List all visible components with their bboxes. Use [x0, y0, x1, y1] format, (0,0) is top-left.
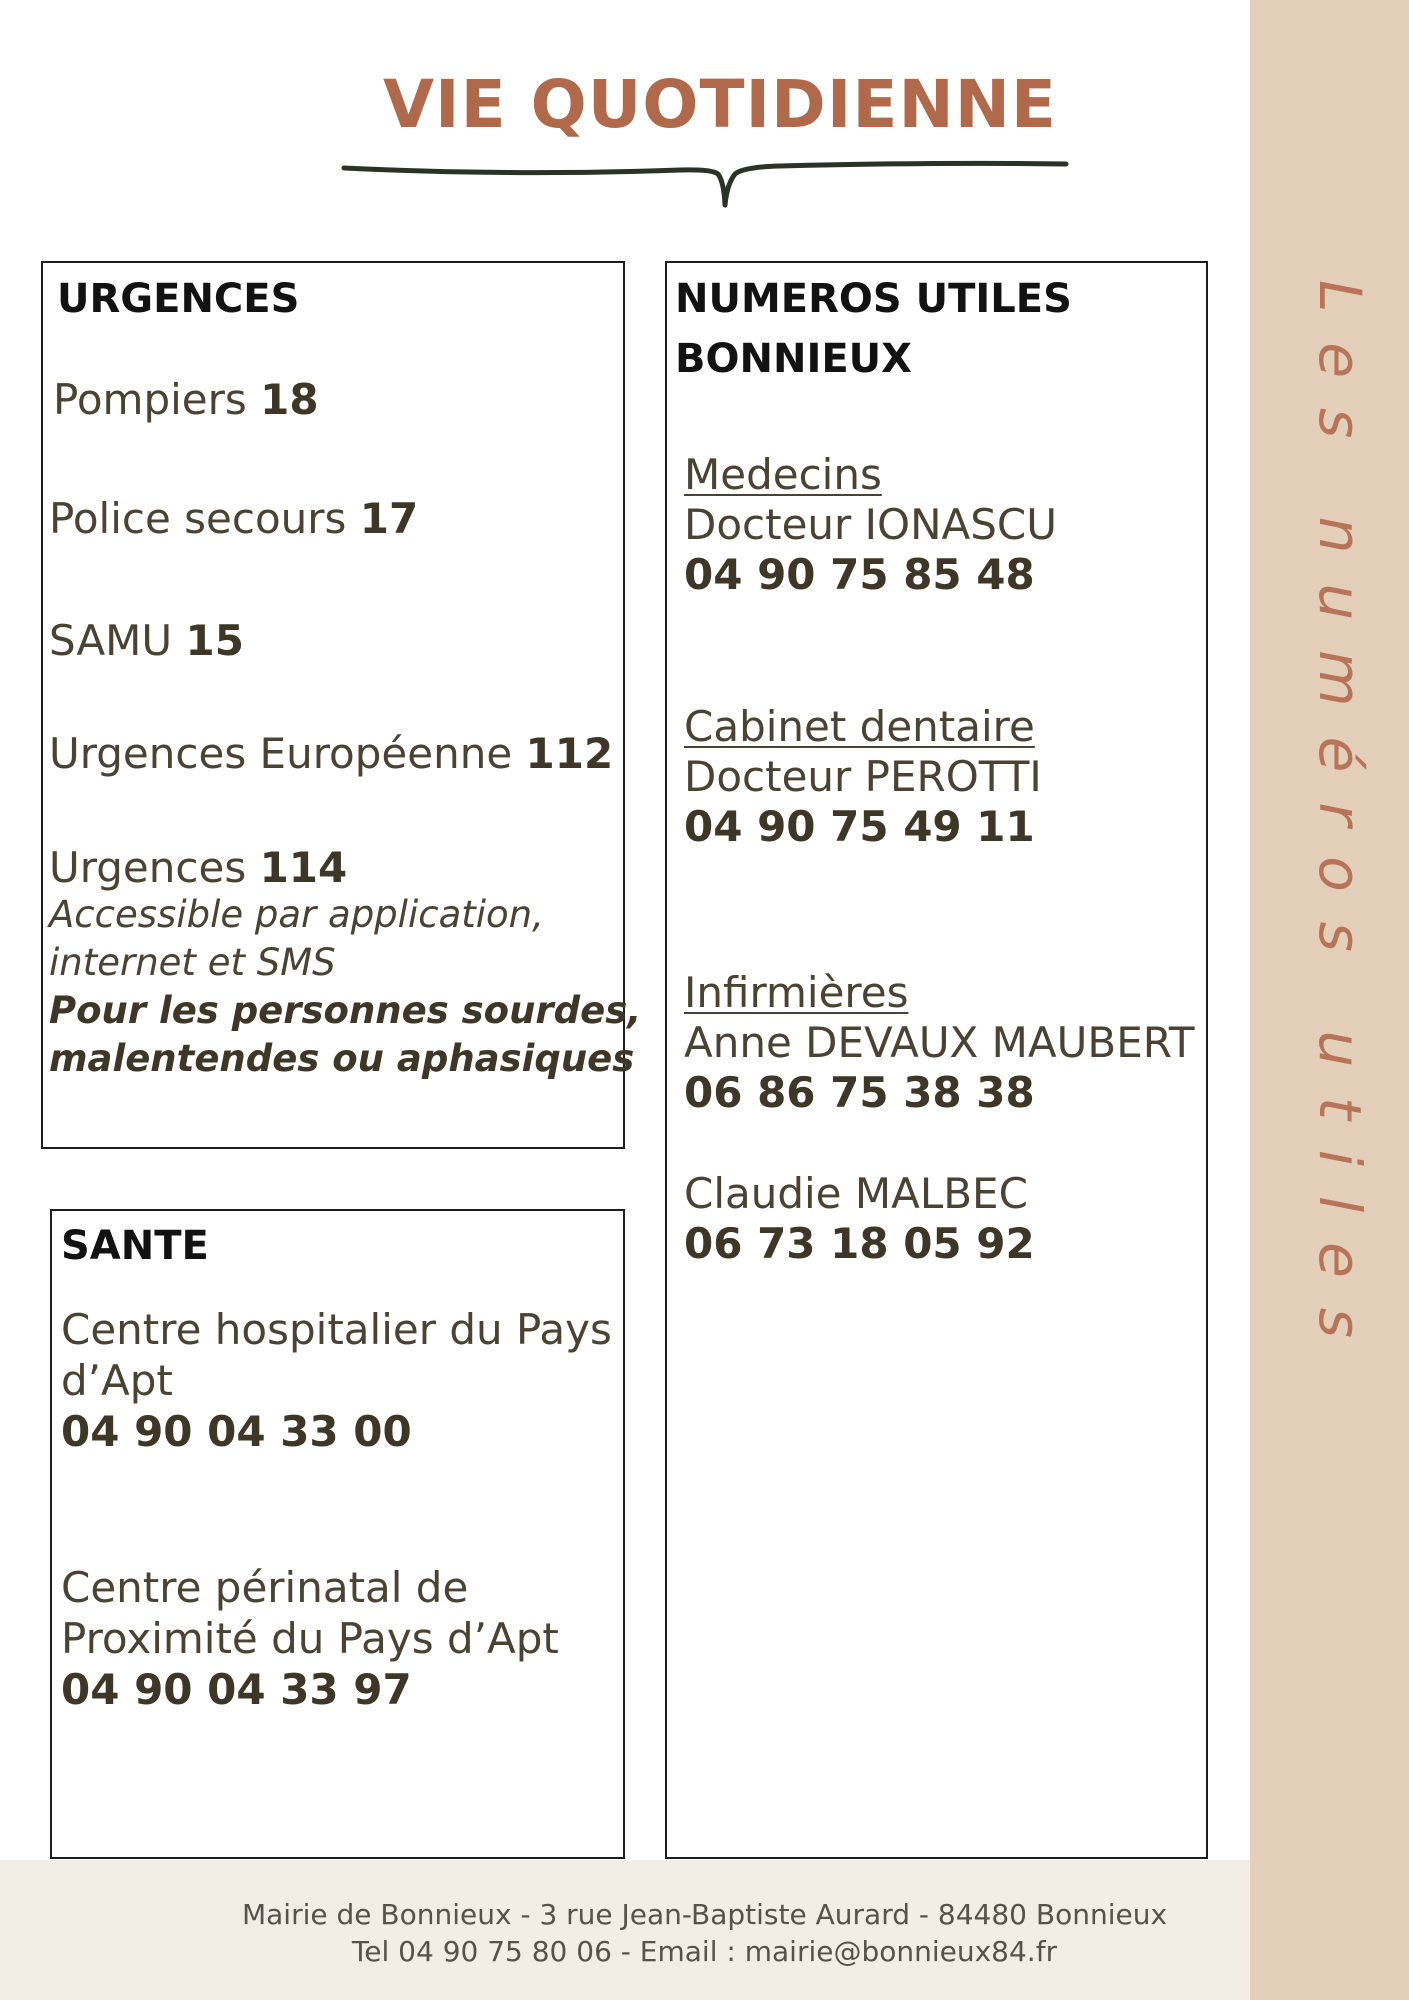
numeros-heading-line2: BONNIEUX [675, 336, 912, 382]
urgence-note-line2: internet et SMS [49, 941, 336, 984]
urgence-number: 15 [185, 616, 244, 665]
sante-entry-phone: 04 90 04 33 00 [61, 1407, 412, 1456]
urgence-note-line1: Accessible par application, [49, 893, 544, 936]
urgence-note-bold-line2: malentendes ou aphasiques [49, 1037, 635, 1080]
contact-name: Anne DEVAUX MAUBERT [684, 1018, 1195, 1067]
urgence-label: Pompiers [53, 375, 247, 424]
side-banner-text: Les numéros utiles [1306, 280, 1374, 1368]
footer-contact: Tel 04 90 75 80 06 - Email : mairie@bonnieux84.fr [351, 1935, 1058, 1968]
contact-name: Docteur IONASCU [684, 500, 1057, 549]
urgence-item-europe [49, 729, 613, 778]
contact-phone: 04 90 75 49 11 [684, 802, 1035, 851]
contact-phone: 04 90 75 85 48 [684, 550, 1035, 599]
urgence-item-114 [49, 843, 347, 892]
title-underline [340, 150, 1070, 220]
urgence-number: 17 [359, 494, 419, 543]
category-infirmieres: Infirmières [684, 968, 909, 1017]
category-dentaire: Cabinet dentaire [684, 702, 1035, 751]
urgence-number: 18 [260, 375, 319, 424]
sante-entry-name-line1: Centre hospitalier du Pays [61, 1305, 612, 1354]
urgence-number: 114 [259, 843, 348, 892]
urgence-item-police [49, 494, 418, 543]
category-medecins: Medecins [684, 450, 882, 499]
urgence-item-samu [49, 616, 244, 665]
urgence-label: Urgences [49, 843, 247, 892]
urgence-label: Urgences Européenne [49, 729, 513, 778]
numeros-heading-line1: NUMEROS UTILES [675, 276, 1072, 322]
urgence-label: Police secours [49, 494, 347, 543]
contact-phone: 06 73 18 05 92 [684, 1219, 1035, 1268]
sante-entry-name-line2: d’Apt [61, 1356, 173, 1405]
page-title: VIE QUOTIDIENNE [382, 66, 1058, 143]
sante-entry-name-line2: Proximité du Pays d’Apt [61, 1614, 559, 1663]
urgence-note-bold-line1: Pour les personnes sourdes, [49, 989, 642, 1032]
contact-name: Docteur PEROTTI [684, 752, 1042, 801]
contact-phone: 06 86 75 38 38 [684, 1068, 1035, 1117]
urgence-number: 112 [525, 729, 614, 778]
sante-heading: SANTE [61, 1223, 209, 1269]
urgence-label: SAMU [49, 616, 173, 665]
footer-address: Mairie de Bonnieux - 3 rue Jean-Baptiste Aurard - 84480 Bonnieux [241, 1898, 1168, 1931]
sante-entry-name-line1: Centre périnatal de [61, 1563, 469, 1612]
sante-entry-phone: 04 90 04 33 97 [61, 1665, 412, 1714]
urgence-item-pompiers [53, 375, 319, 424]
contact-name: Claudie MALBEC [684, 1169, 1028, 1218]
urgences-heading: URGENCES [57, 276, 300, 322]
